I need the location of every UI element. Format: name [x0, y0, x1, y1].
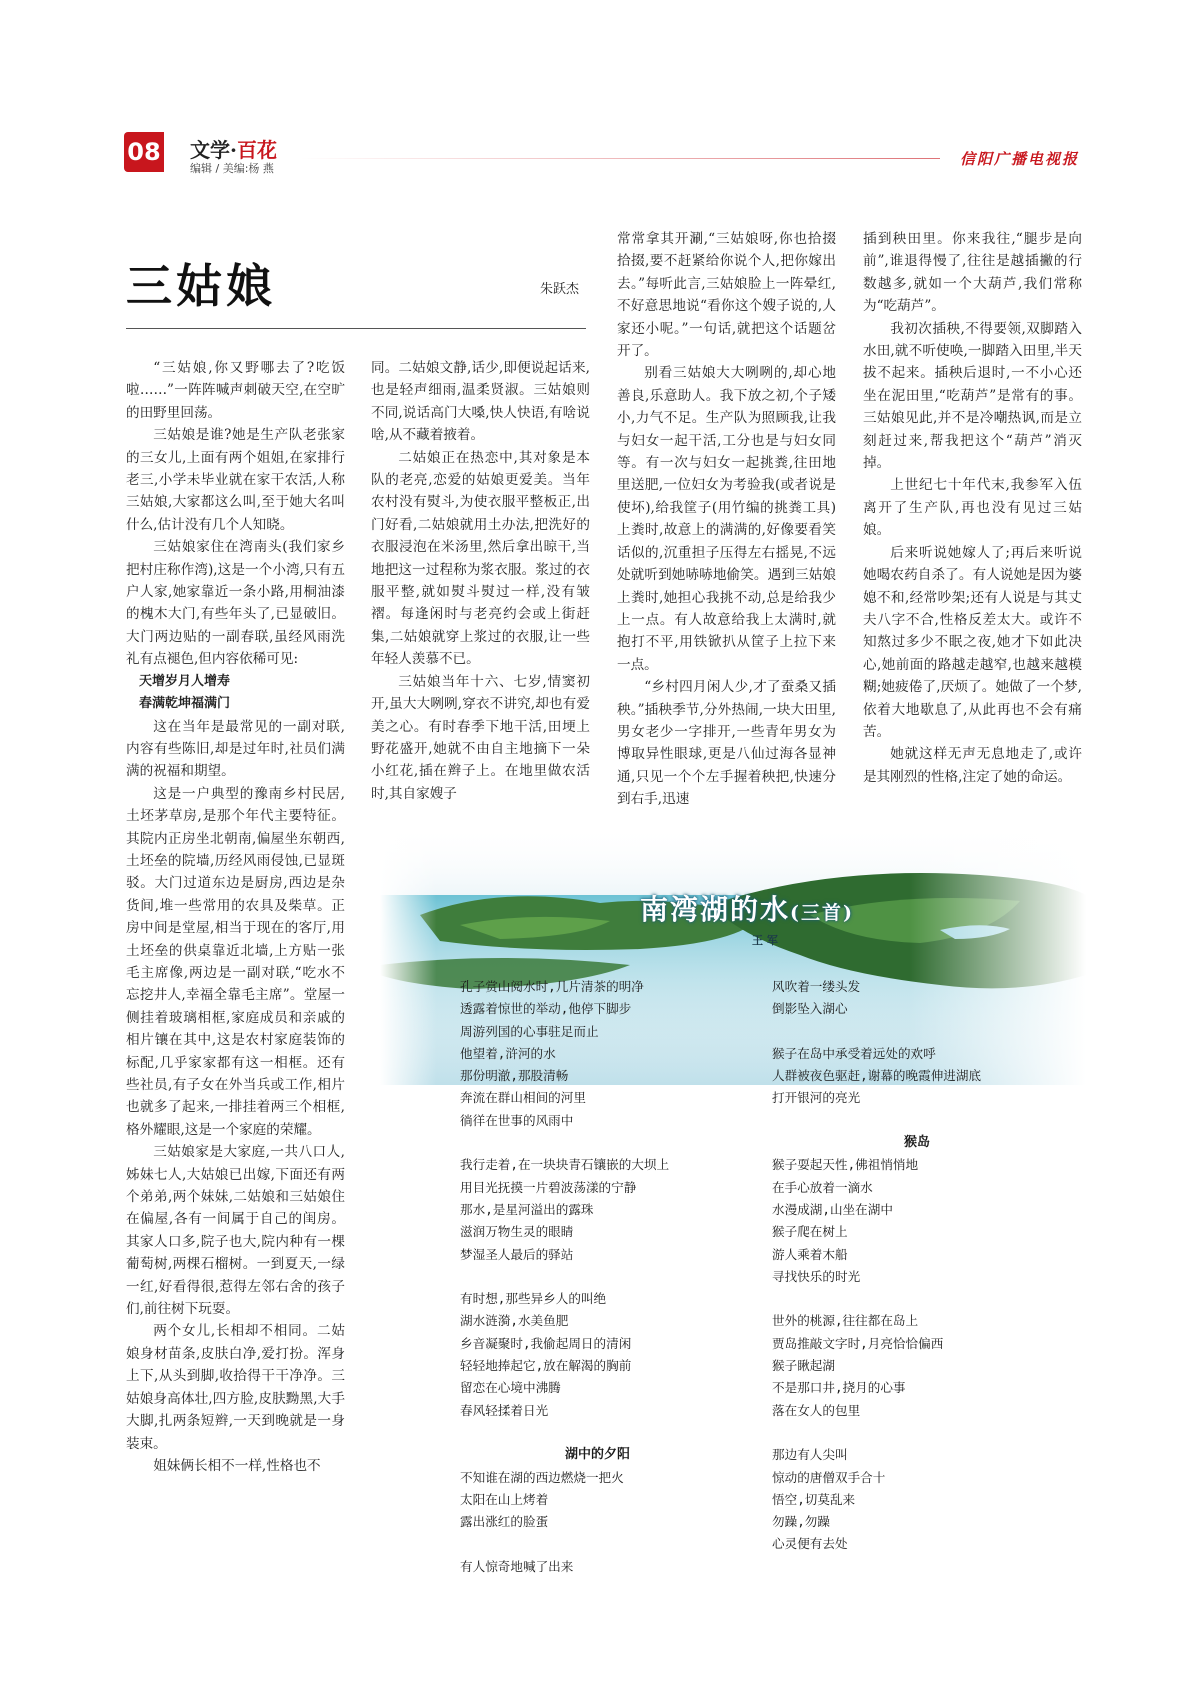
- poem-line: 贾岛推敲文字时,月亮恰恰偏西: [772, 1335, 944, 1351]
- paragraph: 三姑娘当年十六、七岁,情窦初开,虽大大咧咧,穿衣不讲究,却也有爱美之心。有时春季下地干活,田埂上野花盛开,她就不由自主地摘下一朵小红花,插在辫子上。在地里做农活时,其自家嫂子: [371, 673, 590, 802]
- paragraph: 三姑娘家住在湾南头(我们家乡把村庄称作湾),这是一个小湾,只有五户人家,她家靠近一条小路,用桐油漆的槐木大门,有些年头了,已显破旧。大门两边贴的一副春联,虽经风雨洗礼有点褪色,但内容依稀可见:: [126, 539, 345, 668]
- poem-subtitle: 猴岛: [904, 1135, 931, 1151]
- poem-line: 游人乘着木船: [772, 1246, 848, 1262]
- paragraph: 这是一户典型的豫南乡村民居,土坯茅草房,是那个年代主要特征。其院内正房坐北朝南,偏屋坐东朝西,土坯垒的院墙,历经风雨侵蚀,已显斑驳。大门过道东边是厨房,西边是杂货间,堆一些常用的农具及柴草。正房中间是堂屋,相当于现在的客厅,用土坯垒的供桌靠近北墙,上方贴一张毛主席像,两边是一副对联,“吃水不忘挖井人,幸福全靠毛主席”。堂屋一侧挂着玻璃相框,家庭成员和亲戚的相片镶在其中,这是农村家庭装饰的标配,几乎家家都有这一相框。还有些社员,有子女在外当兵或工作,相片也就多了起来,一排挂着两三个相框,格外耀眼,这是一个家庭的荣耀。: [126, 785, 345, 1138]
- poem-title: [640, 888, 854, 928]
- poem-line: 猴子爬在树上: [772, 1224, 848, 1240]
- poem-line: 心灵便有去处: [772, 1536, 848, 1552]
- section-title-a: 文学·: [190, 138, 237, 162]
- poem-line: 人群被夜色驱赶,谢幕的晚霞伸进湖底: [772, 1068, 982, 1084]
- poem-title-suffix: (三首): [790, 902, 854, 924]
- poem-line: 倒影坠入湖心: [772, 1001, 848, 1017]
- paragraph: 姐妹俩长相不一样,性格也不: [153, 1457, 321, 1474]
- paragraph: 二姑娘正在热恋中,其对象是本队的老亮,恋爱的姑娘更爱美。当年农村没有熨斗,为使衣服平整板正,出门好看,二姑娘就用土办法,把洗好的衣服浸泡在米汤里,然后拿出晾干,当地把这一过程称为浆衣服。浆过的衣服平整,就如熨斗熨过一样,没有皱褶。每逢闲时与老亮约会或上街赶集,二姑娘就穿上浆过的衣服,让一些年轻人羡慕不已。: [371, 449, 590, 668]
- stanza-gap: [772, 1021, 1072, 1043]
- editor-credit: 编辑 / 美编:杨 燕: [190, 162, 274, 175]
- page-number: 08: [124, 132, 164, 172]
- poem-line: 悟空,切莫乱来: [772, 1491, 856, 1507]
- poem-line: 猴子瞅起湖: [772, 1358, 835, 1374]
- poem-line: 不知谁在湖的西边燃烧一把火: [460, 1469, 624, 1485]
- story-column-3: [617, 228, 836, 811]
- poem-line: 猴子耍起天性,佛祖悄悄地: [772, 1157, 919, 1173]
- poem-line: 那份明澈,那股清畅: [460, 1068, 569, 1084]
- stanza-gap: [460, 1132, 760, 1154]
- paragraph: 她就这样无声无息地走了,或许是其刚烈的性格,注定了她的命运。: [863, 746, 1082, 785]
- paragraph: 上世纪七十年代末,我参军入伍离开了生产队,再也没有见过三姑娘。: [863, 477, 1082, 539]
- poem-line: 我行走着,在一块块青石镶嵌的大坝上: [460, 1157, 670, 1173]
- poem-line: 不是那口井,挠月的心事: [772, 1380, 906, 1396]
- poem-line: 露出涨红的脸蛋: [460, 1514, 549, 1530]
- paragraph: “三姑娘,你又野哪去了?吃饭啦……”一阵阵喊声刺破天空,在空旷的田野里回荡。: [126, 360, 345, 421]
- poem-line: 惊动的唐僧双手合十: [772, 1469, 886, 1485]
- poem-author: 王 军: [752, 934, 778, 947]
- section-title-b: 百花: [236, 138, 277, 162]
- poem-left-column: [460, 976, 760, 1578]
- poem-line: 风吹着一缕头发: [772, 979, 861, 994]
- couplet-line-2: 春满乾坤福满门: [139, 696, 231, 712]
- paragraph: 后来听说她嫁人了;再后来听说她喝农药自杀了。有人说她是因为婆媳不和,经常吵架;还有人说是与其丈夫八字不合,性格反差太大。或许不知熬过多少不眠之夜,她才下如此决心,她前面的路越走越窄,也越来越模糊;她疲倦了,厌烦了。她做了一个梦,依着大地歇息了,从此再也不会有痛苦。: [863, 544, 1082, 740]
- poem-line: 勿躁,勿躁: [772, 1514, 830, 1530]
- paragraph: 三姑娘家是大家庭,一共八口人,姊妹七人,大姑娘已出嫁,下面还有两个弟弟,两个妹妹,二姑娘和三姑娘住在偏屋,各有一间属于自己的闺房。其家人口多,院子也大,院内种有一棵葡萄树,两棵石榴树。一到夏天,一绿一红,好看得很,惹得左邻右舍的孩子们,前往树下玩耍。: [126, 1144, 345, 1318]
- poem-line: 有人惊奇地喊了出来: [460, 1558, 574, 1574]
- paragraph: 两个女儿,长相却不相同。二姑娘身材苗条,皮肤白净,爱打扮。浑身上下,从头到脚,收拾得干干净净。三姑娘身高体壮,四方脸,皮肤黝黑,大手大脚,扎两条短辫,一天到晚就是一身装束。: [126, 1323, 345, 1452]
- poem-line: 那边有人尖叫: [772, 1447, 848, 1463]
- story-column-1: [126, 357, 345, 1477]
- story-column-4: [863, 228, 1082, 788]
- poem-line: 春风轻揉着日光: [460, 1402, 549, 1418]
- story-title: 三姑娘: [126, 259, 276, 313]
- poem-line: 滋润万物生灵的眼睛: [460, 1224, 574, 1240]
- paragraph: 三姑娘是谁?她是生产队老张家的三女儿,上面有两个姐姐,在家排行老三,小学未毕业就在家干农活,人称三姑娘,大家都这么叫,至于她大名叫什么,估计没有几个人知晓。: [126, 427, 345, 533]
- poem-line: 有时想,那些异乡人的叫绝: [460, 1291, 607, 1307]
- poem-line: 水漫成湖,山坐在湖中: [772, 1201, 893, 1217]
- poem-line: 徜徉在世事的风雨中: [460, 1112, 574, 1128]
- section-title: [190, 134, 277, 163]
- paragraph: 同。二姑娘文静,话少,即便说起话来,也是轻声细雨,温柔贤淑。三姑娘则不同,说话高门大嗓,快人快语,有啥说啥,从不藏着掖着。: [371, 360, 590, 444]
- paragraph: 别看三姑娘大大咧咧的,却心地善良,乐意助人。我下放之初,个子矮小,力气不足。生产队为照顾我,让我与妇女一起干活,工分也是与妇女同等。有一次与妇女一起挑粪,往田地里送肥,一位妇女为考验我(或者说是使坏),给我筐子(用竹编的挑粪工具)上粪时,故意上的满满的,好像要看笑话似的,沉重担子压得左右摇晃,不远处就听到她哧哧地偷笑。遇到三姑娘上粪时,她担心我挑不动,总是给我少上一点。有人故意给我上太满时,就抱打不平,用铁锨扒从筐子上拉下来一点。: [617, 365, 836, 673]
- paragraph: 常常拿其开涮,“三姑娘呀,你也拾掇拾掇,要不赶紧给你说个人,把你嫁出去。”每听此言,三姑娘脸上一阵晕红,不好意思地说“看你这个嫂子说的,人家还小呢。”一句话,就把这个话题岔开了。: [617, 231, 836, 360]
- paragraph: 插到秧田里。你来我往,“腿步是向前”,谁退得慢了,往往是越插撇的行数越多,就如一个大葫芦,我们常称为“吃葫芦”。: [863, 231, 1082, 315]
- poem-line: 用目光抚摸一片碧波荡漾的宁静: [460, 1179, 637, 1195]
- poem-line: 奔流在群山相间的河里: [460, 1090, 586, 1106]
- poem-line: 湖水涟漪,水美鱼肥: [460, 1313, 569, 1329]
- poem-line: 落在女人的包里: [772, 1402, 861, 1418]
- poem-line: 梦湿圣人最后的驿站: [460, 1246, 574, 1262]
- newspaper-name: 信阳广播电视报: [960, 150, 1080, 168]
- paragraph: “乡村四月闲人少,才了蚕桑又插秧。”插秧季节,分外热闹,一块大田里,男女老少一字排开,一些青年男女为博取异性眼球,更是八仙过海各显神通,只见一个个左手握着秧把,快速分到右手,迅速: [617, 679, 836, 808]
- stanza-gap: [460, 1266, 760, 1288]
- poem-line: 世外的桃源,往往都在岛上: [772, 1313, 919, 1329]
- poem-line: 透露着惊世的举动,他停下脚步: [460, 1001, 632, 1017]
- paragraph: 这在当年是最常见的一副对联,内容有些陈旧,却是过年时,社员们满满的祝福和期望。: [126, 718, 345, 780]
- stanza-gap: [772, 1288, 1072, 1310]
- poem-line: 打开银河的亮光: [772, 1090, 861, 1106]
- poem-line: 乡音凝聚时,我偷起周日的清闲: [460, 1335, 632, 1351]
- story-column-2: [371, 357, 590, 805]
- poem-line: 留恋在心境中沸腾: [460, 1380, 561, 1396]
- poem-line: 寻找快乐的时光: [772, 1268, 861, 1284]
- poem-subtitle: 湖中的夕阳: [565, 1447, 631, 1463]
- poem-right-column: [772, 976, 1072, 1556]
- poem-line: 周游列国的心事驻足而止: [460, 1023, 599, 1039]
- stanza-gap: [772, 1422, 1072, 1444]
- poem-line: 猴子在岛中承受着远处的欢呼: [772, 1045, 936, 1061]
- stanza-gap: [460, 1422, 760, 1444]
- couplet-line-1: 天增岁月人增寿: [139, 673, 231, 689]
- poem-line: 他望着,浒河的水: [460, 1045, 556, 1061]
- poem-line: 那水,是星河溢出的露珠: [460, 1201, 594, 1217]
- poem-title-main: 南湾湖的水: [640, 893, 791, 926]
- poem-line: 轻轻地捧起它,放在解渴的胸前: [460, 1358, 632, 1374]
- poem-line: 孔子赏山阅水时,几片清茶的明净: [460, 979, 644, 994]
- stanza-gap: [460, 1533, 760, 1555]
- poem-line: 在手心放着一滴水: [772, 1179, 873, 1195]
- header-rule: [300, 158, 940, 159]
- stanza-gap: [772, 1110, 1072, 1132]
- title-rule: [126, 328, 586, 329]
- poem-line: 太阳在山上烤着: [460, 1491, 549, 1507]
- paragraph: 我初次插秧,不得要领,双脚踏入水田,就不听使唤,一脚踏入田里,半天拔不起来。插秧后退时,一不小心还坐在泥田里,“吃葫芦”是常有的事。三姑娘见此,并不是冷嘲热讽,而是立刻赶过来,帮我把这个“葫芦”消灭掉。: [863, 320, 1082, 472]
- story-author: 朱跃杰: [540, 282, 580, 297]
